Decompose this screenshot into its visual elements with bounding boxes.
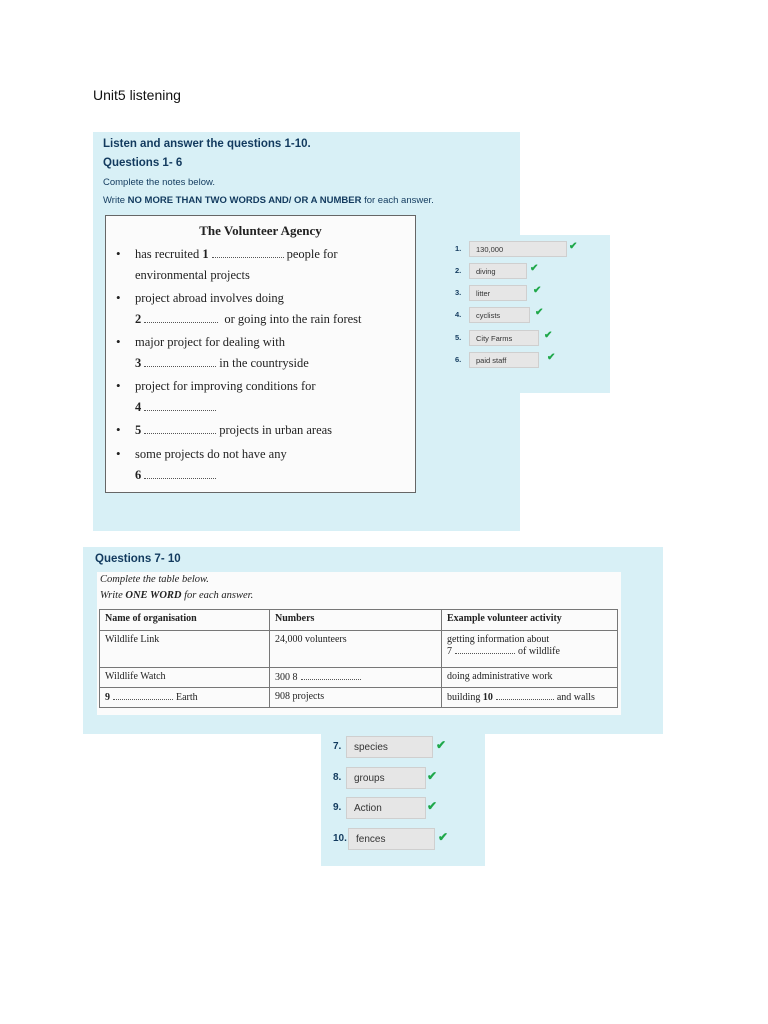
notes-title: The Volunteer Agency [199, 223, 322, 238]
answers-1-6-card: 1. 130,000 ✔ 2. diving ✔ 3. litter ✔ 4. cyclists ✔ 5. City Farms ✔ 6. paid staff ✔ [445, 235, 610, 393]
answer-blank-10 [496, 691, 554, 700]
answer-blank-4 [144, 400, 216, 411]
column-header: Numbers [270, 610, 442, 631]
volunteer-table [99, 609, 618, 708]
bullet-icon: • [116, 290, 121, 305]
answer-field-4[interactable]: cyclists [469, 307, 530, 323]
check-icon: ✔ [427, 769, 438, 783]
check-icon: ✔ [427, 799, 438, 813]
answer-field-5[interactable]: City Farms [469, 330, 539, 346]
answer-field-2[interactable]: diving [469, 263, 527, 279]
document-title: Unit5 listening [93, 87, 181, 103]
table-row [100, 688, 618, 708]
table-card [97, 572, 621, 715]
questions-7-10-panel [83, 547, 663, 734]
answer-field-10[interactable]: fences [348, 828, 435, 850]
answer-blank-5 [144, 423, 216, 434]
note-item-2: • project abroad involves doing 2 or going into the rain forest [116, 290, 362, 326]
questions-7-10-heading: Questions 7- 10 [95, 553, 181, 565]
table-row [100, 631, 618, 668]
note-item-1: • has recruited 1 people for environmental projects [116, 246, 338, 282]
answer-field-7[interactable]: species [346, 736, 433, 758]
table-cell: building 10 and walls [442, 688, 618, 708]
answer-blank-7 [455, 645, 515, 654]
answer-field-3[interactable]: litter [469, 285, 527, 301]
instruction-one-word: Write ONE WORD for each answer. [100, 590, 254, 601]
table-cell: doing administrative work [442, 668, 618, 688]
answer-blank-8 [301, 671, 361, 680]
answer-blank-1 [212, 247, 284, 258]
table-cell: Wildlife Watch [100, 668, 270, 688]
answer-blank-2 [144, 312, 218, 323]
instruction-word-limit: Write NO MORE THAN TWO WORDS AND/ OR A NUMBER for each answer. [103, 195, 434, 206]
table-cell: getting information about 7 of wildlife [442, 631, 618, 668]
check-icon: ✔ [533, 285, 542, 296]
listening-heading: Listen and answer the questions 1-10. [103, 138, 311, 150]
table-header-row [100, 610, 618, 631]
instruction-complete-notes: Complete the notes below. [103, 177, 215, 188]
note-item-3: • major project for dealing with 3 in the countryside [116, 334, 309, 370]
instruction-complete-table: Complete the table below. [100, 574, 209, 585]
table-cell: 24,000 volunteers [270, 631, 442, 668]
table-cell: 300 8 [270, 668, 442, 688]
check-icon: ✔ [436, 738, 447, 752]
check-icon: ✔ [547, 352, 556, 363]
answer-field-1[interactable]: 130,000 [469, 241, 567, 257]
answer-blank-9 [113, 691, 173, 700]
bullet-icon: • [116, 446, 121, 461]
answer-blank-6 [144, 468, 216, 479]
bullet-icon: • [116, 246, 121, 261]
table-cell: 908 projects [270, 688, 442, 708]
bullet-icon: • [116, 334, 121, 349]
note-item-5: • 5 projects in urban areas [116, 420, 332, 441]
answer-field-9[interactable]: Action [346, 797, 426, 819]
bullet-icon: • [116, 378, 121, 393]
table-cell: 9 Earth [100, 688, 270, 708]
note-item-4: • project for improving conditions for 4 [116, 378, 316, 414]
answer-field-8[interactable]: groups [346, 767, 426, 789]
table-cell: Wildlife Link [100, 631, 270, 668]
check-icon: ✔ [535, 307, 544, 318]
note-item-6: • some projects do not have any 6 [116, 446, 287, 482]
answers-7-10-card: 7. species ✔ 8. groups ✔ 9. Action ✔ 10. fences ✔ [321, 734, 485, 866]
check-icon: ✔ [544, 330, 553, 341]
notes-card [105, 215, 416, 493]
check-icon: ✔ [438, 830, 449, 844]
column-header: Name of organisation [100, 610, 270, 631]
table-row [100, 668, 618, 688]
check-icon: ✔ [569, 241, 578, 252]
bullet-icon: • [116, 422, 121, 437]
column-header: Example volunteer activity [442, 610, 618, 631]
answer-blank-3 [144, 356, 216, 367]
questions-1-6-heading: Questions 1- 6 [103, 157, 183, 169]
answer-field-6[interactable]: paid staff [469, 352, 539, 368]
check-icon: ✔ [530, 263, 539, 274]
